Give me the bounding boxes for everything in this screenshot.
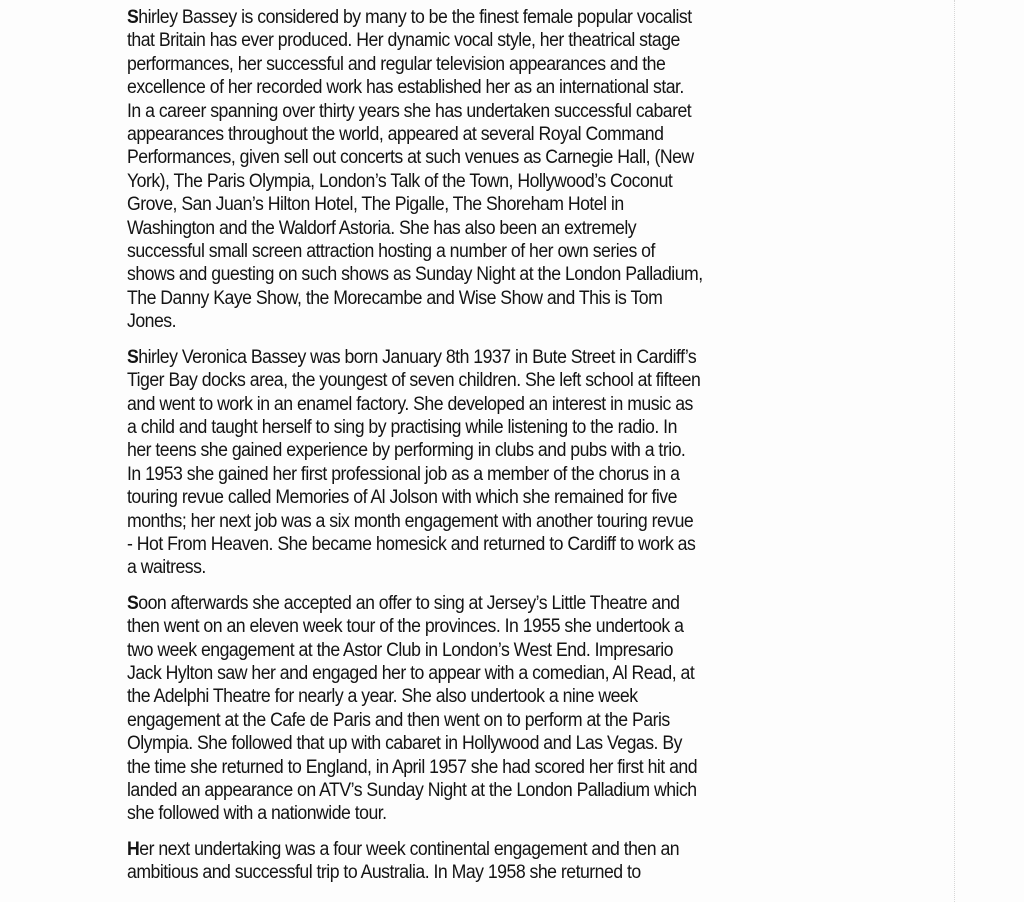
line-text: York), The Paris Olympia, London’s Talk of the Town, Hollywood’s Coconut bbox=[127, 170, 673, 192]
bold-initial: S bbox=[127, 592, 139, 614]
line-text: Olympia. She followed that up with cabaret in Hollywood and Las Vegas. By bbox=[127, 733, 682, 755]
bold-initial: S bbox=[127, 7, 139, 28]
text-line bbox=[127, 779, 839, 802]
line-text: The Danny Kaye Show, the Morecambe and Wise Show and This is Tom bbox=[127, 287, 663, 309]
paragraph bbox=[127, 6, 839, 334]
text-line bbox=[127, 510, 839, 533]
line-text: ambitious and successful trip to Australia. In May 1958 she returned to bbox=[127, 862, 641, 884]
text-line bbox=[127, 592, 839, 615]
text-line bbox=[127, 732, 839, 755]
text-line bbox=[127, 123, 839, 146]
text-line bbox=[127, 346, 839, 369]
text-line bbox=[127, 533, 839, 556]
line-text: Performances, given sell out concerts at such venues as Carnegie Hall, (New bbox=[127, 147, 694, 169]
line-text: Grove, San Juan’s Hilton Hotel, The Pigalle, The Shoreham Hotel in bbox=[127, 194, 624, 216]
line-text: In a career spanning over thirty years she has undertaken successful cabaret bbox=[127, 100, 692, 122]
line-text: Jack Hylton saw her and engaged her to appear with a comedian, Al Read, at bbox=[127, 662, 695, 684]
line-text: excellence of her recorded work has established her as an international star. bbox=[127, 77, 684, 99]
paragraph bbox=[127, 346, 839, 580]
text-line bbox=[127, 310, 839, 333]
text-line bbox=[127, 240, 839, 263]
line-text: engagement at the Cafe de Paris and then went on to perform at the Paris bbox=[127, 709, 670, 731]
line-text: hirley Veronica Bassey was born January 8th 1937 in Bute Street in Cardiff’s bbox=[138, 346, 697, 368]
line-text: er next undertaking was a four week continental engagement and then an bbox=[139, 838, 680, 860]
paragraph bbox=[127, 592, 839, 826]
line-text: shows and guesting on such shows as Sunday Night at the London Palladium, bbox=[127, 264, 703, 286]
text-line bbox=[127, 76, 839, 99]
line-text: she followed with a nationwide tour. bbox=[127, 803, 387, 825]
line-text: appearances throughout the world, appeared at several Royal Command bbox=[127, 124, 664, 146]
text-line bbox=[127, 29, 839, 52]
bold-initial: H bbox=[127, 838, 140, 860]
paragraph bbox=[127, 838, 839, 885]
line-text: two week engagement at the Astor Club in London’s West End. Impresario bbox=[127, 639, 674, 661]
line-text: her teens she gained experience by performing in clubs and pubs with a trio. bbox=[127, 440, 686, 462]
text-line bbox=[127, 615, 839, 638]
text-line bbox=[127, 170, 839, 193]
line-text: hirley Bassey is considered by many to be the finest female popular vocalist bbox=[138, 7, 692, 28]
text-line bbox=[127, 556, 839, 579]
text-line bbox=[127, 393, 839, 416]
text-line bbox=[127, 6, 839, 29]
text-line bbox=[127, 756, 839, 779]
line-text: Tiger Bay docks area, the youngest of seven children. She left school at fifteen bbox=[127, 370, 701, 392]
line-text: In 1953 she gained her first professional job as a member of the chorus in a bbox=[127, 463, 680, 485]
text-line bbox=[127, 685, 839, 708]
text-line bbox=[127, 100, 839, 123]
text-line bbox=[127, 802, 839, 825]
line-text: Washington and the Waldorf Astoria. She has also been an extremely bbox=[127, 217, 637, 239]
line-text: - Hot From Heaven. She became homesick and returned to Cardiff to work as bbox=[127, 533, 696, 555]
text-line bbox=[127, 439, 839, 462]
line-text: oon afterwards she accepted an offer to sing at Jersey’s Little Theatre and bbox=[138, 592, 680, 614]
text-line bbox=[127, 369, 839, 392]
document-body bbox=[127, 6, 839, 897]
page-fold-line bbox=[954, 0, 955, 902]
text-line bbox=[127, 861, 839, 884]
text-line bbox=[127, 416, 839, 439]
line-text: months; her next job was a six month engagement with another touring revue bbox=[127, 510, 694, 532]
text-line bbox=[127, 463, 839, 486]
text-line bbox=[127, 662, 839, 685]
line-text: a child and taught herself to sing by practising while listening to the radio. In bbox=[127, 416, 677, 438]
line-text: a waitress. bbox=[127, 557, 206, 579]
line-text: successful small screen attraction hosting a number of her own series of bbox=[127, 241, 655, 263]
text-line bbox=[127, 53, 839, 76]
text-line bbox=[127, 146, 839, 169]
line-text: touring revue called Memories of Al Jolson with which she remained for five bbox=[127, 487, 677, 509]
line-text: Jones. bbox=[127, 311, 176, 333]
line-text: the Adelphi Theatre for nearly a year. She also undertook a nine week bbox=[127, 686, 638, 708]
line-text: performances, her successful and regular television appearances and the bbox=[127, 53, 666, 75]
line-text: that Britain has ever produced. Her dynamic vocal style, her theatrical stage bbox=[127, 30, 680, 52]
text-line bbox=[127, 838, 839, 861]
line-text: and went to work in an enamel factory. She developed an interest in music as bbox=[127, 393, 693, 415]
bold-initial: S bbox=[127, 346, 139, 368]
line-text: the time she returned to England, in April 1957 she had scored her first hit and bbox=[127, 756, 698, 778]
text-line bbox=[127, 263, 839, 286]
line-text: then went on an eleven week tour of the provinces. In 1955 she undertook a bbox=[127, 616, 684, 638]
text-line bbox=[127, 193, 839, 216]
text-line bbox=[127, 639, 839, 662]
text-line bbox=[127, 287, 839, 310]
text-line bbox=[127, 486, 839, 509]
text-line bbox=[127, 217, 839, 240]
text-line bbox=[127, 709, 839, 732]
line-text: landed an appearance on ATV’s Sunday Night at the London Palladium which bbox=[127, 780, 697, 801]
